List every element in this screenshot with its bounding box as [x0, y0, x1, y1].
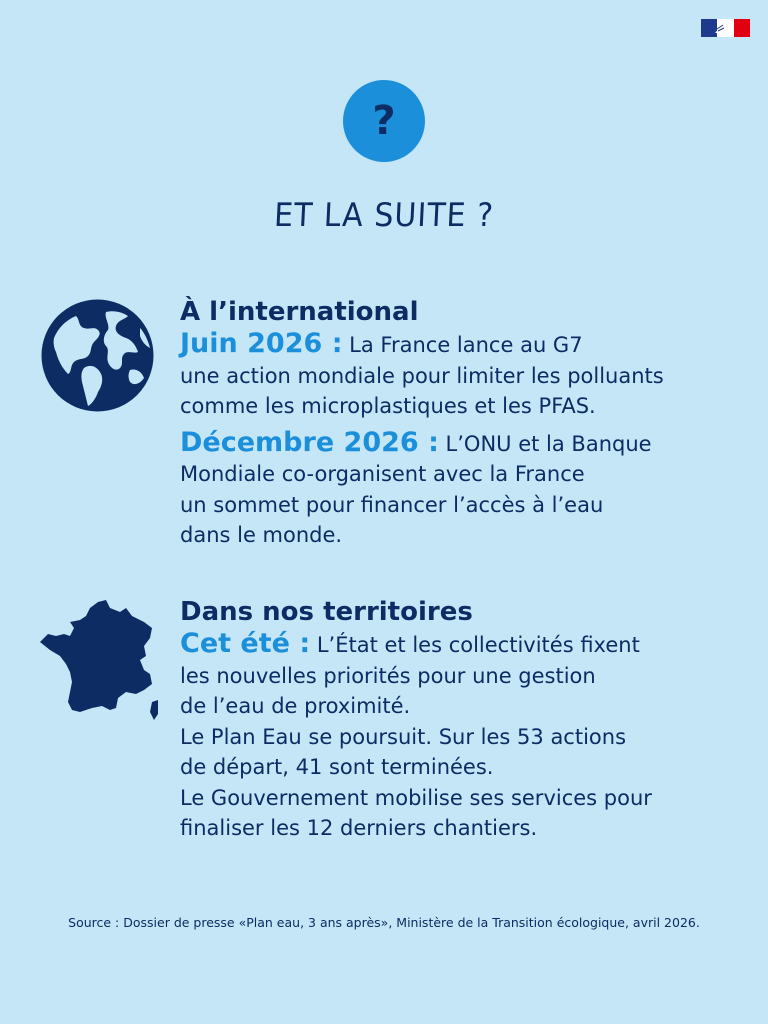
international-section — [180, 295, 740, 551]
item-line: de l’eau de proximité. — [180, 694, 411, 718]
item-line: de départ, 41 sont terminées. — [180, 755, 494, 779]
item-line: une action mondiale pour limiter les polluants — [180, 363, 664, 388]
international-heading: À l’international — [180, 297, 419, 327]
item-line: finaliser les 12 derniers chantiers. — [180, 816, 538, 840]
item-line: les nouvelles priorités pour une gestion — [180, 663, 596, 688]
item-line: Le Plan Eau se poursuit. Sur les 53 actions — [180, 724, 627, 749]
page-title: ET LA SUITE ? — [273, 196, 495, 235]
item-first-line — [180, 629, 740, 661]
question-mark-badge — [343, 80, 425, 162]
item-line: dans le monde. — [180, 523, 343, 547]
item-text: L’ONU et la Banque — [438, 431, 652, 456]
international-item-june — [180, 329, 740, 422]
territories-heading: Dans nos territoires — [180, 597, 473, 627]
item-text: L’État et les collectivités fixent — [310, 633, 640, 657]
item-first-line — [180, 428, 740, 460]
item-line: Le Gouvernement mobilise ses services pour — [180, 785, 652, 810]
date-label: Cet été : — [180, 628, 311, 659]
item-first-line — [180, 329, 740, 361]
france-map-icon — [40, 598, 160, 723]
source-citation: Source : Dossier de presse «Plan eau, 3 ans après», Ministère de la Transition écologique, avril 2026. — [68, 915, 700, 930]
question-mark-symbol: ? — [372, 98, 396, 144]
item-line: un sommet pour financer l’accès à l’eau — [180, 492, 604, 517]
item-text: La France lance au G7 — [342, 333, 583, 357]
date-label: Décembre 2026 : — [180, 426, 439, 458]
french-republic-logo — [701, 19, 750, 37]
globe-icon — [40, 298, 155, 413]
item-line: comme les microplastiques et les PFAS. — [180, 394, 596, 418]
territories-item-summer — [180, 629, 740, 844]
international-item-december — [180, 428, 740, 551]
marianne-profile-icon — [711, 19, 733, 37]
date-label: Juin 2026 : — [180, 328, 343, 359]
item-line: Mondiale co-organisent avec la France — [180, 462, 585, 486]
territories-section — [180, 595, 740, 844]
